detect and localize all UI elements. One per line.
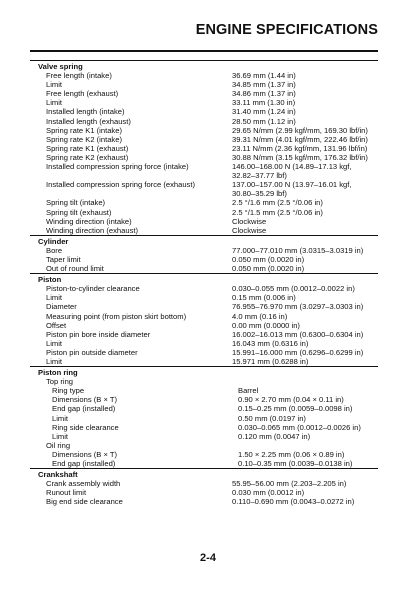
spec-value: 28.50 mm (1.12 in) [232,116,296,126]
spec-row [30,414,378,423]
spec-row [30,357,378,366]
spec-value: 0.15 mm (0.006 in) [232,293,296,303]
section-title: Piston [38,275,62,285]
spec-value: 36.69 mm (1.44 in) [232,71,296,81]
spec-label: Limit [52,413,69,423]
spec-row [30,395,378,404]
spec-label: Installed compression spring force (exhaust) [46,180,195,190]
spec-row [30,264,378,273]
spec-row [30,497,378,506]
spec-value: 76.955–76.970 mm (3.0297–3.0303 in) [232,302,364,312]
spec-label: Top ring [46,377,74,387]
spec-value: Clockwise [232,225,267,235]
spec-label: Measuring point (from piston skirt bottom) [46,311,187,321]
spec-row [30,126,378,135]
spec-row [30,423,378,432]
page-number: 2-4 [200,552,216,564]
spec-row [30,386,378,395]
spec-label: Spring rate K2 (exhaust) [46,152,129,162]
spec-row [30,107,378,116]
spec-label: Limit [46,357,63,366]
spec-row [30,246,378,255]
spec-label: Diameter [46,302,77,312]
spec-value: 0.030 mm (0.0012 in) [232,488,305,498]
spec-value [232,441,378,450]
spec-value: 15.991–16.000 mm (0.6296–0.6299 in) [232,347,364,357]
spec-section [30,60,378,235]
spec-value: 0.030–0.055 mm (0.0012–0.0022 in) [232,284,355,294]
spec-label: Spring tilt (exhaust) [46,207,112,217]
spec-row [30,71,378,80]
spec-value: 0.120 mm (0.0047 in) [238,431,311,441]
spec-label: Winding direction (intake) [46,216,132,226]
spec-label: Taper limit [46,254,81,264]
spec-label: Spring tilt (intake) [46,198,106,208]
spec-value: 0.050 mm (0.0020 in) [232,264,305,274]
spec-label: Free length (exhaust) [46,89,119,99]
spec-row [30,432,378,441]
spec-row [30,488,378,497]
spec-value: 0.50 mm (0.0197 in) [238,413,306,423]
spec-section [30,273,378,366]
spec-value: 146.00–168.00 N (14.89–17.13 kgf, [232,162,352,172]
spec-value: 2.5 °/1.5 mm (2.5 °/0.06 in) [232,207,323,217]
spec-row [30,198,378,207]
spec-row [30,89,378,98]
spec-label: Installed compression spring force (intake) [46,162,189,172]
spec-label: Piston-to-cylinder clearance [46,284,140,294]
spec-label: Installed length (exhaust) [46,116,131,126]
spec-row [30,312,378,321]
spec-row [30,98,378,107]
spec-row [30,180,378,189]
spec-label: Bore [46,245,63,255]
spec-label: Dimensions (B × T) [52,449,118,459]
spec-value: 0.15–0.25 mm (0.0059–0.0098 in) [238,404,353,414]
spec-value: 55.95–56.00 mm (2.203–2.205 in) [232,479,347,489]
spec-label: Limit [46,338,63,348]
spec-label: Spring rate K1 (intake) [46,125,122,135]
spec-value: 34.85 mm (1.37 in) [232,80,296,90]
spec-row [30,171,378,180]
spec-row [30,144,378,153]
spec-row [30,450,378,459]
spec-label [30,171,232,180]
spec-value: 31.40 mm (1.24 in) [232,107,296,117]
spec-row [30,153,378,162]
spec-value: 137.00–157.00 N (13.97–16.01 kgf, [232,180,352,190]
spec-value: 34.86 mm (1.37 in) [232,89,296,99]
spec-value: 2.5 °/1.6 mm (2.5 °/0.06 in) [232,198,323,208]
spec-label: Limit [52,431,69,441]
spec-value: 30.80–35.29 lbf) [232,189,287,199]
spec-label: Oil ring [46,440,71,450]
spec-label: Limit [46,98,63,108]
spec-value: 0.110–0.690 mm (0.0043–0.0272 in) [232,497,355,507]
spec-row [30,441,378,450]
spec-value: 16.043 mm (0.6316 in) [232,338,309,348]
spec-value: 33.11 mm (1.30 in) [232,98,296,108]
spec-row [30,330,378,339]
spec-value: 0.90 × 2.70 mm (0.04 × 0.11 in) [238,395,344,405]
spec-label: End gap (installed) [52,459,116,469]
spec-row [30,377,378,386]
spec-label: Out of round limit [46,264,104,274]
spec-label: Winding direction (exhaust) [46,225,139,235]
spec-label: End gap (installed) [52,404,116,414]
spec-value: Barrel [238,386,259,396]
spec-value: 4.0 mm (0.16 in) [232,311,288,321]
page-title: ENGINE SPECIFICATIONS [195,22,378,38]
spec-row [30,479,378,488]
spec-row [30,302,378,311]
spec-label: Spring rate K1 (exhaust) [46,143,129,153]
spec-label: Installed length (intake) [46,107,125,117]
spec-label: Dimensions (B × T) [52,395,118,405]
spec-label: Offset [46,320,67,330]
spec-row [30,255,378,264]
spec-label [30,189,232,198]
spec-label: Spring rate K2 (intake) [46,134,122,144]
section-title: Cylinder [38,236,69,246]
section-title: Valve spring [38,62,83,71]
section-title: Piston ring [38,368,78,378]
spec-value: 23.11 N/mm (2.36 kgf/mm, 131.96 lbf/in) [232,143,368,153]
spec-row [30,339,378,348]
spec-label: Piston pin outside diameter [46,347,138,357]
spec-label: Crank assembly width [46,479,121,489]
spec-value: 39.31 N/mm (4.01 kgf/mm, 222.46 lbf/in) [232,134,368,144]
spec-row [30,80,378,89]
spec-row [30,284,378,293]
spec-value: 16.002–16.013 mm (0.6300–0.6304 in) [232,329,364,339]
spec-row [30,348,378,357]
spec-row [30,189,378,198]
spec-label: Limit [46,293,63,303]
spec-value: 77.000–77.010 mm (3.0315–3.0319 in) [232,245,364,255]
spec-section [30,235,378,273]
section-title: Crankshaft [38,470,78,480]
spec-value: 15.971 mm (0.6288 in) [232,357,309,366]
title-rule [30,50,378,52]
spec-label: Runout limit [46,488,87,498]
spec-label: Limit [46,80,63,90]
spec-label: Ring side clearance [52,422,119,432]
spec-row [30,321,378,330]
spec-label: Piston pin bore inside diameter [46,329,151,339]
spec-label: Big end side clearance [46,497,123,507]
spec-row [30,208,378,217]
spec-row [30,162,378,171]
spec-row [30,135,378,144]
spec-value: Clockwise [232,216,267,226]
spec-value: 0.030–0.065 mm (0.0012–0.0026 in) [238,422,361,432]
spec-row [30,226,378,235]
spec-value: 0.050 mm (0.0020 in) [232,254,305,264]
spec-value: 0.10–0.35 mm (0.0039–0.0138 in) [238,459,353,469]
spec-value: 30.88 N/mm (3.15 kgf/mm, 176.32 lbf/in) [232,152,368,162]
spec-section [30,468,378,506]
spec-section [30,366,378,468]
spec-row [30,293,378,302]
spec-row [30,117,378,126]
spec-value: 1.50 × 2.25 mm (0.06 × 0.89 in) [238,449,345,459]
spec-label: Ring type [52,386,85,396]
spec-row [30,404,378,413]
spec-row [30,217,378,226]
spec-row [30,459,378,468]
spec-table [30,60,378,507]
spec-value: 29.65 N/mm (2.99 kgf/mm, 169.30 lbf/in) [232,125,368,135]
spec-value [232,377,378,386]
spec-value: 32.82–37.77 lbf) [232,171,287,181]
spec-label: Free length (intake) [46,71,112,81]
spec-value: 0.00 mm (0.0000 in) [232,320,300,330]
